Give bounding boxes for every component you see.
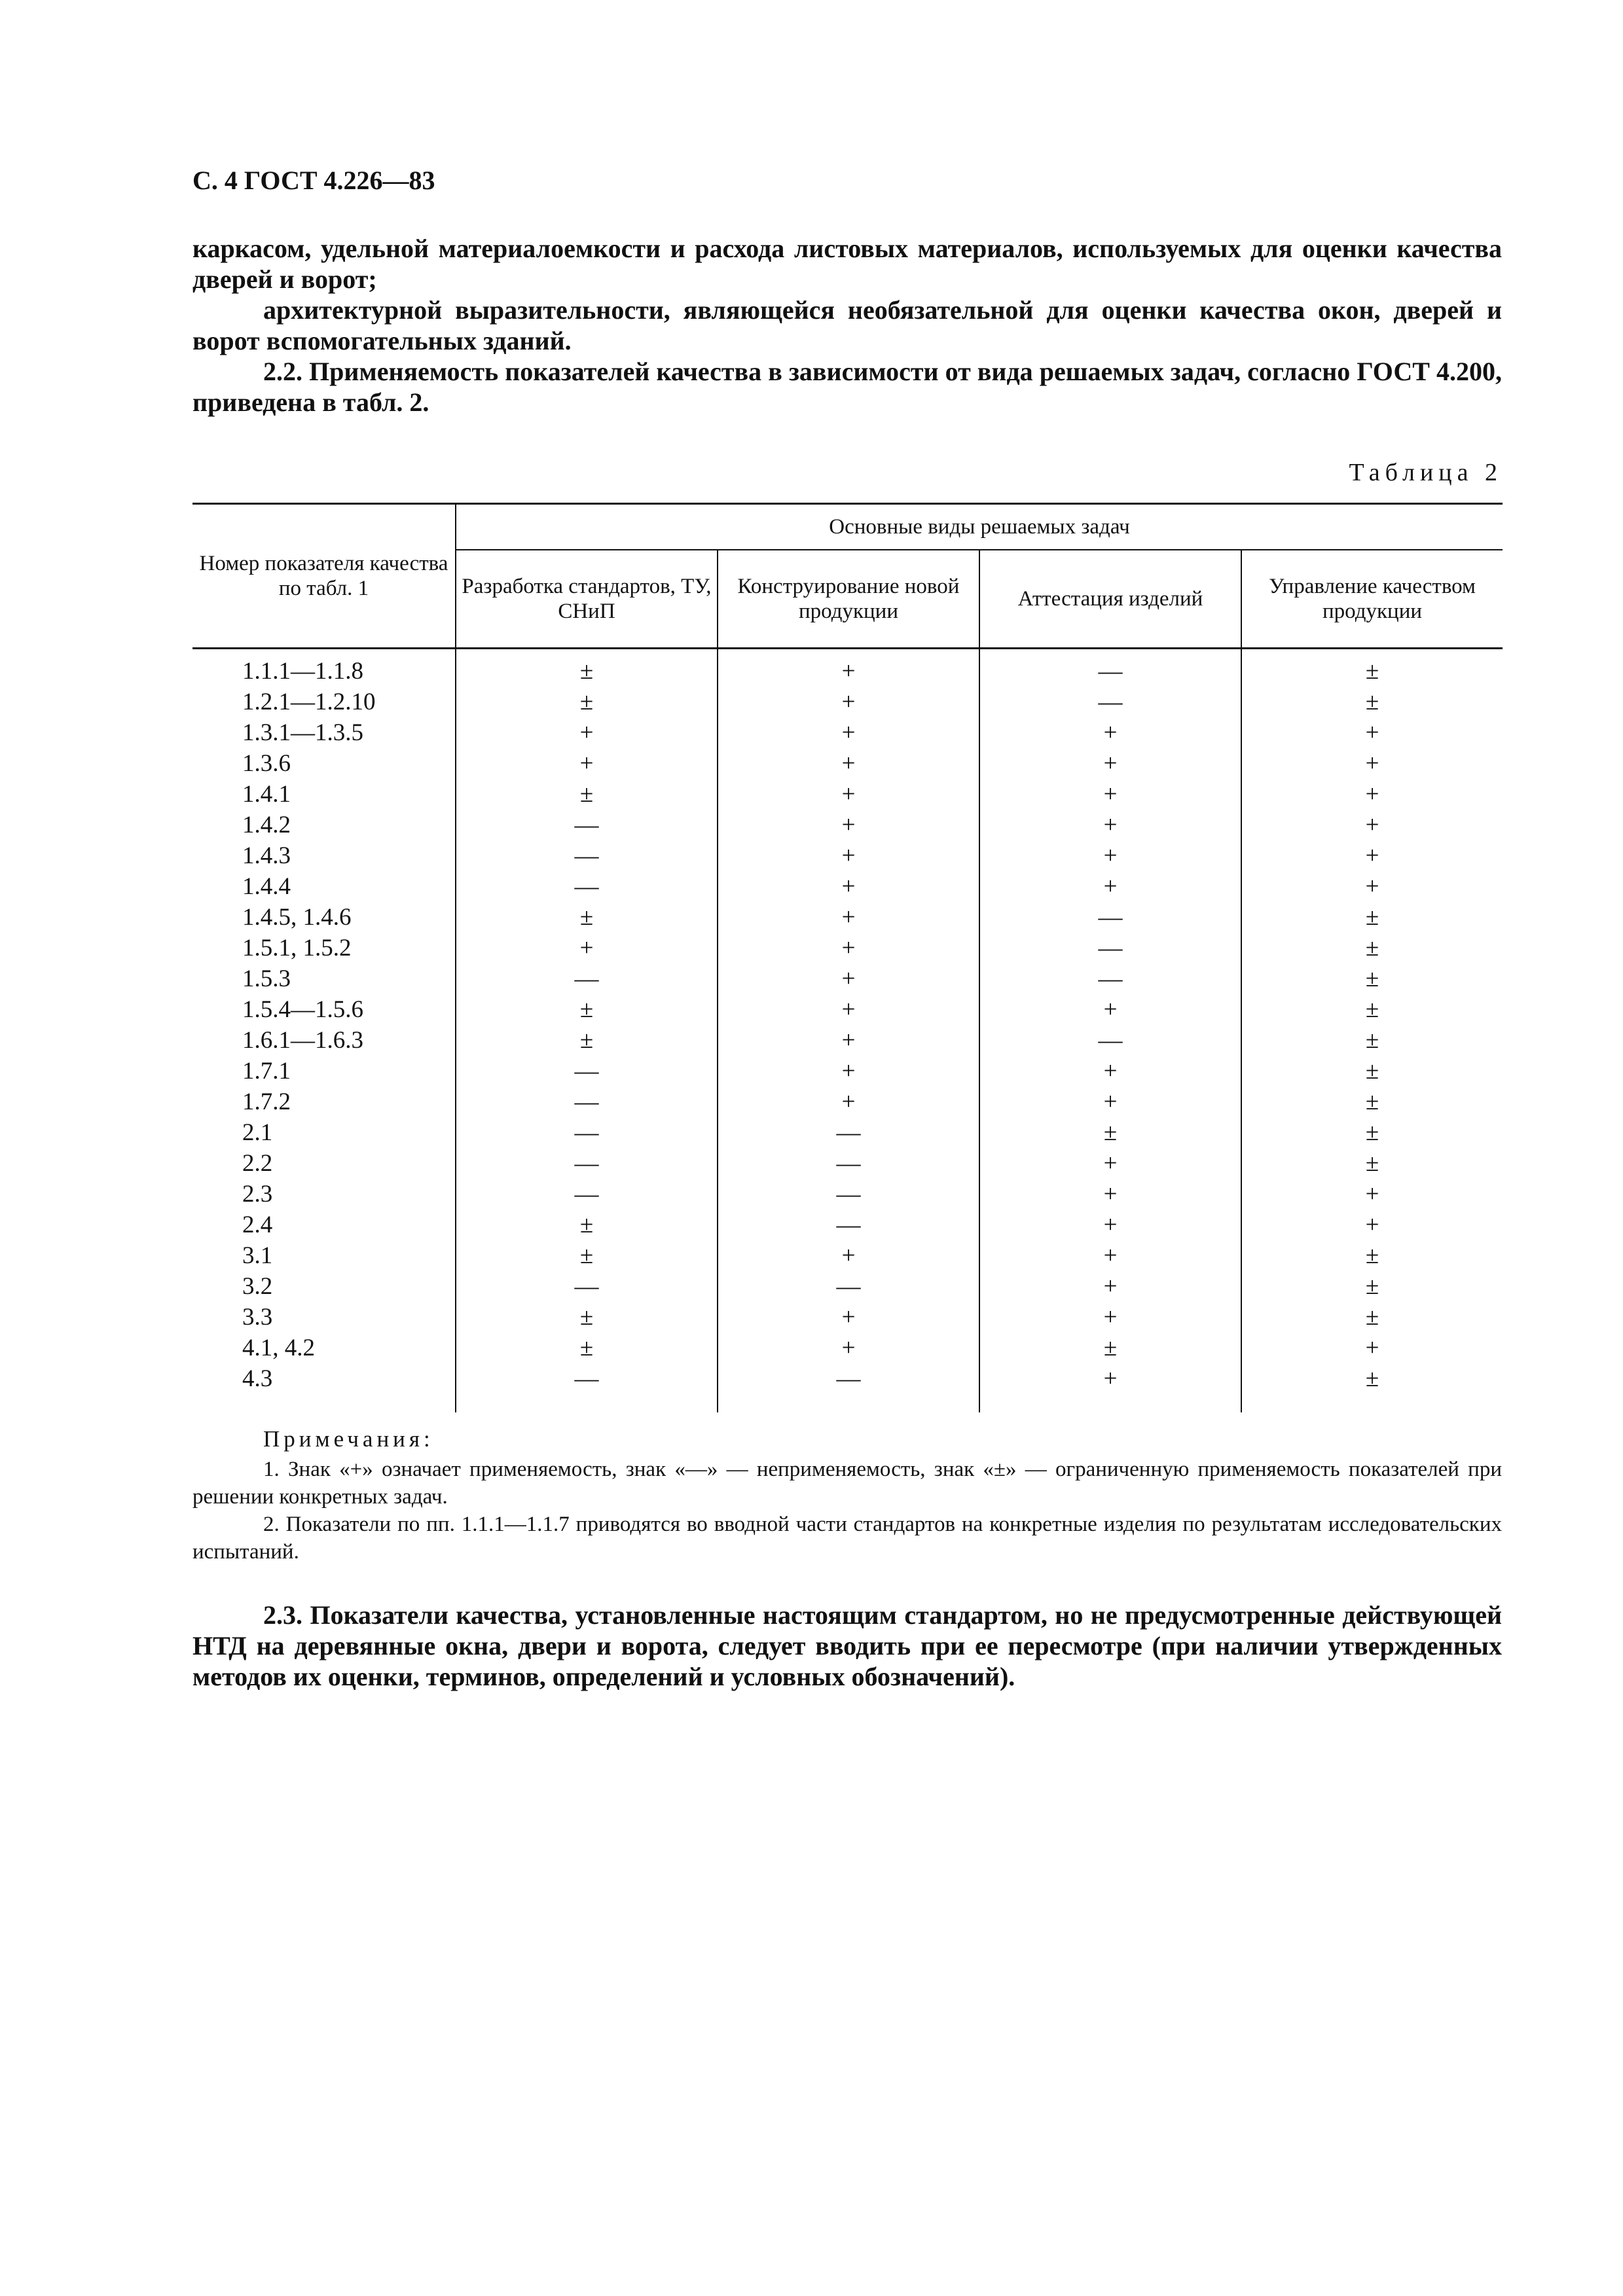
applicability-cell: + xyxy=(456,717,718,748)
indicator-number-cell: 1.6.1—1.6.3 xyxy=(242,1027,363,1054)
indicator-number-cell: 1.7.2 xyxy=(242,1088,291,1115)
notes-title: Примечания: xyxy=(263,1426,434,1452)
table-row xyxy=(192,902,1503,933)
applicability-cell: + xyxy=(1241,779,1503,810)
notes xyxy=(192,1426,1502,1566)
column-header-indicator-number: Номер показателя качества по табл. 1 xyxy=(192,504,456,649)
applicability-cell: + xyxy=(456,933,718,963)
applicability-cell: + xyxy=(979,994,1241,1025)
applicability-cell: + xyxy=(979,1363,1241,1412)
tail-text xyxy=(192,1600,1502,1692)
applicability-cell: ± xyxy=(456,1302,718,1333)
applicability-cell: + xyxy=(979,779,1241,810)
applicability-cell: + xyxy=(718,994,979,1025)
table-row xyxy=(192,1302,1503,1333)
applicability-cell: — xyxy=(456,963,718,994)
table-row xyxy=(192,1056,1503,1086)
indicator-number-cell: 1.1.1—1.1.8 xyxy=(242,658,363,685)
applicability-cell: — xyxy=(456,1086,718,1117)
table-row xyxy=(192,779,1503,810)
applicability-cell: — xyxy=(718,1363,979,1412)
applicability-cell: ± xyxy=(1241,1086,1503,1117)
applicability-cell: + xyxy=(718,963,979,994)
applicability-cell: ± xyxy=(456,1240,718,1271)
table-row xyxy=(192,748,1503,779)
indicator-number-cell: 2.4 xyxy=(242,1211,273,1238)
table-row xyxy=(192,810,1503,840)
applicability-cell: — xyxy=(718,1148,979,1179)
applicability-cell: + xyxy=(718,1302,979,1333)
applicability-cell: + xyxy=(979,1240,1241,1271)
table-body xyxy=(192,649,1503,1413)
applicability-cell: — xyxy=(456,1117,718,1148)
applicability-cell: + xyxy=(1241,810,1503,840)
indicator-number-cell: 1.4.2 xyxy=(242,812,291,838)
applicability-cell: ± xyxy=(1241,1271,1503,1302)
applicability-cell: ± xyxy=(456,1025,718,1056)
applicability-cell: + xyxy=(979,840,1241,871)
applicability-cell: ± xyxy=(1241,994,1503,1025)
indicator-number-cell: 1.5.3 xyxy=(242,965,291,992)
applicability-cell: + xyxy=(456,748,718,779)
indicator-number-cell: 2.3 xyxy=(242,1181,273,1208)
applicability-cell: — xyxy=(718,1117,979,1148)
indicator-number-cell: 1.2.1—1.2.10 xyxy=(242,689,376,715)
applicability-cell: ± xyxy=(1241,963,1503,994)
applicability-cell: — xyxy=(456,1179,718,1210)
indicator-number-cell: 1.4.1 xyxy=(242,781,291,808)
indicator-number-cell: 3.1 xyxy=(242,1242,273,1269)
table-row xyxy=(192,963,1503,994)
applicability-cell: — xyxy=(456,1148,718,1179)
applicability-cell: + xyxy=(979,1271,1241,1302)
indicator-number-cell: 1.7.1 xyxy=(242,1058,291,1085)
applicability-cell: — xyxy=(456,1363,718,1412)
applicability-cell: ± xyxy=(979,1117,1241,1148)
applicability-cell: + xyxy=(1241,871,1503,902)
applicability-cell: + xyxy=(979,1056,1241,1086)
table-row xyxy=(192,994,1503,1025)
applicability-cell: — xyxy=(979,963,1241,994)
table-row xyxy=(192,1086,1503,1117)
applicability-cell: ± xyxy=(1241,1302,1503,1333)
applicability-cell: ± xyxy=(1241,933,1503,963)
table-row xyxy=(192,687,1503,717)
applicability-cell: ± xyxy=(456,902,718,933)
intro-text xyxy=(192,233,1502,418)
applicability-cell: ± xyxy=(456,1210,718,1240)
table-row xyxy=(192,1117,1503,1148)
column-header-quality-management: Управление качеством продукции xyxy=(1241,550,1503,649)
applicability-cell: — xyxy=(979,1025,1241,1056)
applicability-cell: + xyxy=(979,1086,1241,1117)
applicability-cell: + xyxy=(718,871,979,902)
table-row xyxy=(192,1240,1503,1271)
applicability-cell: + xyxy=(979,810,1241,840)
applicability-cell: + xyxy=(718,810,979,840)
applicability-cell: + xyxy=(718,1056,979,1086)
applicability-cell: — xyxy=(456,1271,718,1302)
applicability-cell: ± xyxy=(456,1333,718,1363)
table-row xyxy=(192,1025,1503,1056)
column-header-standards: Разработка стандартов, ТУ, СНиП xyxy=(456,550,718,649)
applicability-cell: + xyxy=(1241,717,1503,748)
applicability-cell: ± xyxy=(456,779,718,810)
applicability-cell: — xyxy=(979,687,1241,717)
applicability-cell: — xyxy=(718,1210,979,1240)
applicability-cell: + xyxy=(1241,748,1503,779)
applicability-cell: + xyxy=(979,1210,1241,1240)
applicability-cell: — xyxy=(456,810,718,840)
applicability-table xyxy=(192,503,1503,1412)
applicability-cell: — xyxy=(979,902,1241,933)
applicability-cell: + xyxy=(979,871,1241,902)
applicability-cell: ± xyxy=(1241,649,1503,687)
applicability-cell: — xyxy=(456,1056,718,1086)
indicator-number-cell: 4.1, 4.2 xyxy=(242,1335,315,1361)
column-header-certification: Аттестация изделий xyxy=(979,550,1241,649)
applicability-cell: + xyxy=(1241,1333,1503,1363)
indicator-number-cell: 1.3.6 xyxy=(242,750,291,777)
indicator-number-cell: 1.4.4 xyxy=(242,873,291,900)
column-group-header: Основные виды решаемых задач xyxy=(456,504,1503,550)
indicator-number-cell: 1.3.1—1.3.5 xyxy=(242,719,363,746)
applicability-cell: + xyxy=(718,902,979,933)
applicability-cell: ± xyxy=(456,994,718,1025)
table-row xyxy=(192,933,1503,963)
applicability-cell: + xyxy=(718,687,979,717)
applicability-cell: — xyxy=(456,840,718,871)
applicability-cell: ± xyxy=(1241,1117,1503,1148)
table-row xyxy=(192,1363,1503,1412)
table-row xyxy=(192,1210,1503,1240)
table-row xyxy=(192,871,1503,902)
indicator-number-cell: 3.2 xyxy=(242,1273,273,1300)
applicability-cell: + xyxy=(718,779,979,810)
applicability-cell: + xyxy=(1241,1210,1503,1240)
applicability-cell: + xyxy=(979,1302,1241,1333)
indicator-number-cell: 3.3 xyxy=(242,1304,273,1331)
table-caption: Таблица 2 xyxy=(1349,459,1503,486)
applicability-cell: — xyxy=(718,1271,979,1302)
applicability-cell: + xyxy=(718,717,979,748)
applicability-cell: — xyxy=(456,871,718,902)
table-row xyxy=(192,1271,1503,1302)
applicability-cell: + xyxy=(718,933,979,963)
applicability-cell: + xyxy=(979,1179,1241,1210)
applicability-cell: + xyxy=(979,748,1241,779)
note-1: 1. Знак «+» означает применяемость, знак «—» — неприменяемость, знак «±» — ограниченную применяемость показателей при решении конкретных задач. xyxy=(192,1458,1502,1509)
applicability-cell: + xyxy=(979,717,1241,748)
indicator-number-cell: 1.4.3 xyxy=(242,842,291,869)
indicator-number-cell: 1.5.4—1.5.6 xyxy=(242,996,363,1023)
intro-paragraph-1: каркасом, удельной материалоемкости и расхода листовых материалов, используемых для оценки качества дверей и ворот; xyxy=(192,234,1502,294)
applicability-cell: ± xyxy=(1241,1025,1503,1056)
applicability-cell: + xyxy=(718,1333,979,1363)
applicability-cell: + xyxy=(718,1025,979,1056)
applicability-cell: ± xyxy=(456,687,718,717)
applicability-cell: — xyxy=(979,933,1241,963)
applicability-cell: ± xyxy=(1241,687,1503,717)
page-header: С. 4 ГОСТ 4.226—83 xyxy=(192,166,435,195)
applicability-cell: + xyxy=(979,1148,1241,1179)
indicator-number-cell: 4.3 xyxy=(242,1365,273,1392)
applicability-cell: ± xyxy=(1241,1363,1503,1412)
indicator-number-cell: 1.4.5, 1.4.6 xyxy=(242,904,352,931)
indicator-number-cell: 1.5.1, 1.5.2 xyxy=(242,935,352,961)
applicability-cell: — xyxy=(979,649,1241,687)
applicability-cell: ± xyxy=(1241,1148,1503,1179)
applicability-cell: — xyxy=(718,1179,979,1210)
table-row xyxy=(192,1148,1503,1179)
intro-paragraph-2: архитектурной выразительности, являющейся необязательной для оценки качества окон, дверей и ворот вспомогательных зданий. xyxy=(192,295,1502,355)
applicability-cell: ± xyxy=(1241,902,1503,933)
table-row xyxy=(192,1333,1503,1363)
table-row xyxy=(192,840,1503,871)
table-row xyxy=(192,649,1503,687)
column-header-design: Конструирование новой продукции xyxy=(718,550,979,649)
applicability-cell: ± xyxy=(1241,1240,1503,1271)
table-row xyxy=(192,1179,1503,1210)
applicability-cell: + xyxy=(1241,1179,1503,1210)
applicability-cell: + xyxy=(718,840,979,871)
table-row xyxy=(192,717,1503,748)
applicability-cell: ± xyxy=(1241,1056,1503,1086)
indicator-number-cell: 2.1 xyxy=(242,1119,273,1146)
applicability-cell: + xyxy=(718,1086,979,1117)
applicability-cell: ± xyxy=(456,649,718,687)
indicator-number-cell: 2.2 xyxy=(242,1150,273,1177)
applicability-cell: ± xyxy=(979,1333,1241,1363)
applicability-cell: + xyxy=(718,1240,979,1271)
applicability-cell: + xyxy=(718,649,979,687)
note-2: 2. Показатели по пп. 1.1.1—1.1.7 приводятся во вводной части стандартов на конкретные изделия по результатам исследовательских испытаний. xyxy=(192,1513,1502,1564)
intro-paragraph-3: 2.2. Применяемость показателей качества в зависимости от вида решаемых задач, согласно ГОСТ 4.200, приведена в табл. 2. xyxy=(192,357,1502,417)
tail-paragraph: 2.3. Показатели качества, установленные настоящим стандартом, но не предусмотренные действующей НТД на деревянные окна, двери и ворота, следует вводить при ее пересмотре (при наличии утвержденных методов их оценки, терминов, определений и условных обозначений). xyxy=(192,1600,1502,1691)
applicability-cell: + xyxy=(718,748,979,779)
applicability-cell: + xyxy=(1241,840,1503,871)
